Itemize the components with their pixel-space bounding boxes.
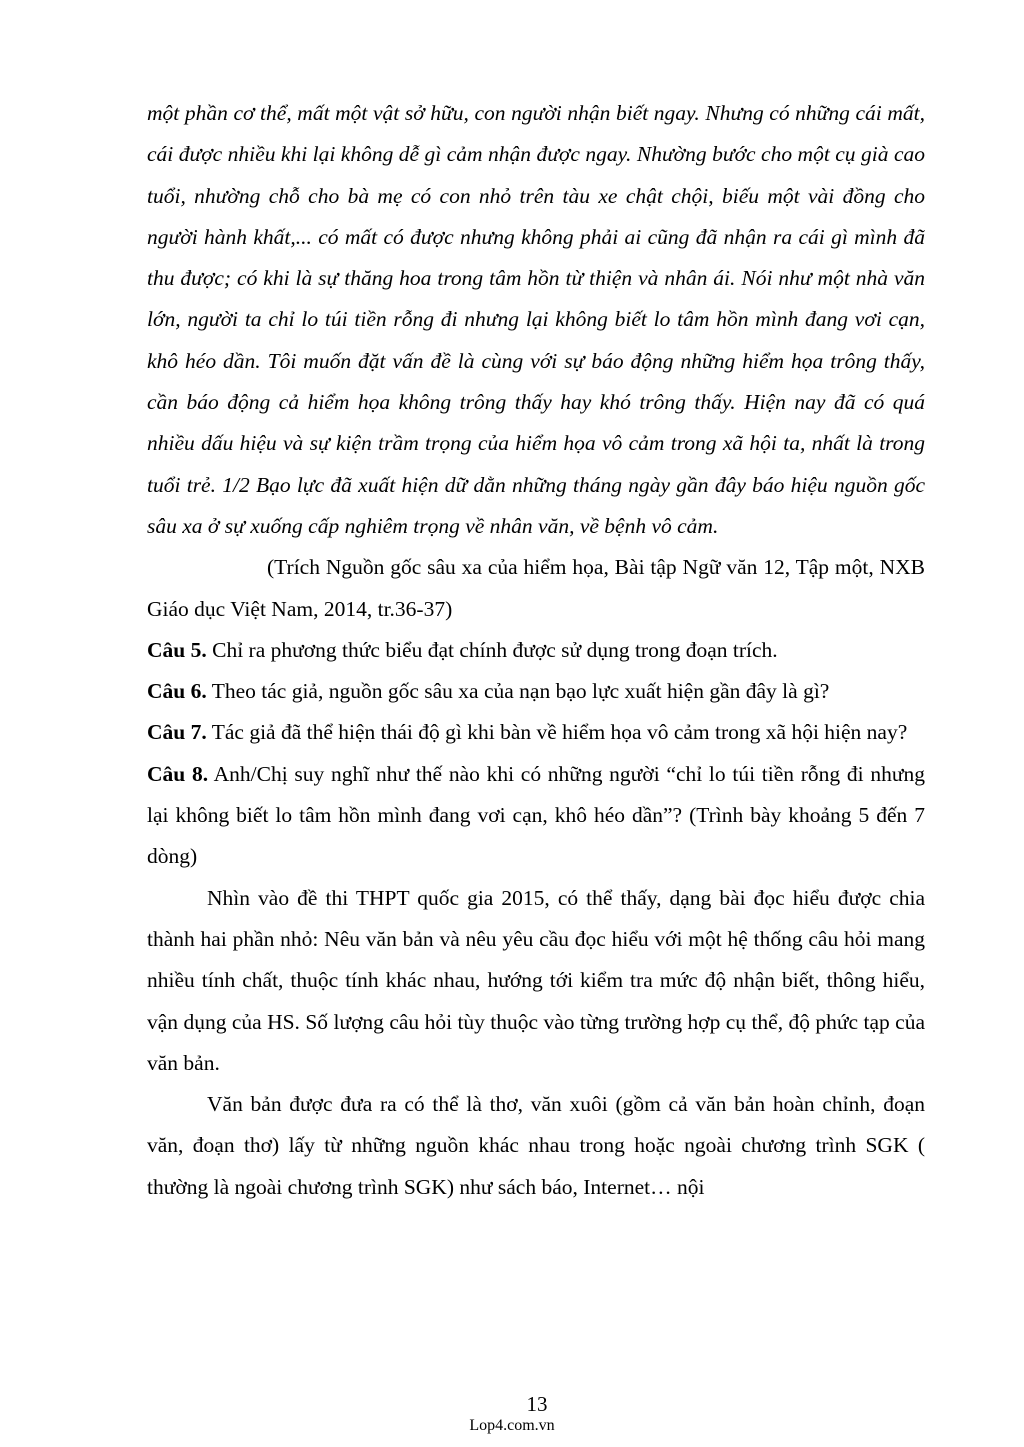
question-8 <box>147 754 925 878</box>
question-text: Tác giả đã thể hiện thái độ gì khi bàn về hiểm họa vô cảm trong xã hội hiện nay? <box>206 720 908 745</box>
page-content <box>147 93 925 1208</box>
question-7 <box>147 712 925 753</box>
body-paragraph-1: Nhìn vào đề thi THPT quốc gia 2015, có thể thấy, dạng bài đọc hiểu được chia thành hai phần nhỏ: Nêu văn bản và nêu yêu cầu đọc hiểu với một hệ thống câu hỏi mang nhiều tính chất, thuộc tính khác nhau, hướng tới kiểm tra mức độ nhận biết, thông hiểu, vận dụng của HS. Số lượng câu hỏi tùy thuộc vào từng trường hợp cụ thể, độ phức tạp của văn bản. <box>147 885 925 1075</box>
question-label: Câu 8. <box>147 761 209 786</box>
page-number: 13 <box>526 1392 548 1416</box>
question-label: Câu 5. <box>147 637 207 662</box>
question-5 <box>147 630 925 671</box>
excerpt-text: một phần cơ thể, mất một vật sở hữu, con người nhận biết ngay. Nhưng có những cái mất, cái được nhiều khi lại không dễ gì cảm nhận được ngay. Nhường bước cho một cụ già cao tuổi, nhường chỗ cho bà mẹ có con nhỏ trên tàu xe chật chội, biếu một vài đồng cho người hành khất,... có mất có được nhưng không phải ai cũng đã nhận ra cái gì mình đã thu được; có khi là sự thăng hoa trong tâm hồn từ thiện và nhân ái. Nói như một nhà văn lớn, người ta chỉ lo túi tiền rỗng đi nhưng lại không biết lo tâm hồn mình đang vơi cạn, khô héo dần. Tôi muốn đặt vấn đề là cùng với sự báo động những hiểm họa trông thấy, cần báo động cả hiểm họa không trông thấy hay khó trông thấy. Hiện nay đã có quá nhiều dấu hiệu và sự kiện trầm trọng của hiểm họa vô cảm trong xã hội ta, nhất là trong tuổi trẻ. 1/2 Bạo lực đã xuất hiện dữ dằn những tháng ngày gần đây báo hiệu nguồn gốc sâu xa ở sự xuống cấp nghiêm trọng về nhân văn, về bệnh vô cảm. <box>147 101 925 538</box>
question-text: Theo tác giả, nguồn gốc sâu xa của nạn bạo lực xuất hiện gần đây là gì? <box>206 679 830 704</box>
question-label: Câu 6. <box>147 679 207 704</box>
question-6 <box>147 671 925 712</box>
question-label: Câu 7. <box>147 720 207 745</box>
excerpt-citation: (Trích Nguồn gốc sâu xa của hiểm họa, Bài tập Ngữ văn 12, Tập một, NXB Giáo dục Việt Nam, 2014, tr.36-37) <box>147 555 925 621</box>
question-text: Chỉ ra phương thức biểu đạt chính được sử dụng trong đoạn trích. <box>206 637 778 662</box>
question-text: Anh/Chị suy nghĩ như thế nào khi có những người “chỉ lo túi tiền rỗng đi nhưng lại không biết lo tâm hồn mình đang vơi cạn, khô héo dần”? (Trình bày khoảng 5 đến 7 dòng) <box>147 761 925 869</box>
footer-site-name: Lop4.com.vn <box>469 1417 555 1434</box>
body-paragraph-2: Văn bản được đưa ra có thể là thơ, văn xuôi (gồm cả văn bản hoàn chỉnh, đoạn văn, đoạn thơ) lấy từ những nguồn khác nhau trong hoặc ngoài chương trình SGK ( thường là ngoài chương trình SGK) như sách báo, Internet… nội <box>147 1092 925 1199</box>
